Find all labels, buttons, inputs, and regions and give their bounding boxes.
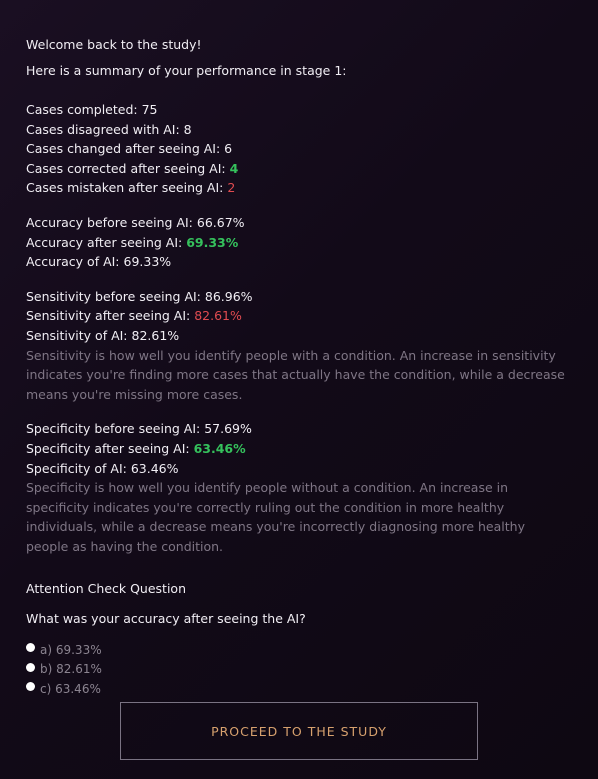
- sensitivity-ai: [26, 326, 568, 346]
- cases-group: [26, 100, 568, 198]
- cases-disagreed-label: Cases disagreed with AI:: [26, 121, 184, 137]
- answer-option-label: a) 69.33%: [40, 642, 102, 657]
- accuracy-ai: [26, 252, 568, 272]
- sensitivity-before: [26, 287, 568, 307]
- cases-changed: [26, 139, 568, 159]
- proceed-to-study-button[interactable]: PROCEED TO THE STUDY: [120, 702, 478, 760]
- performance-stats: [26, 100, 568, 571]
- answer-option-label: c) 63.46%: [40, 681, 101, 696]
- cases-completed-value: 75: [141, 102, 158, 117]
- accuracy-after-label: Accuracy after seeing AI:: [26, 234, 187, 250]
- accuracy-ai-value: 69.33%: [123, 254, 172, 270]
- radio-button-b[interactable]: [26, 663, 35, 672]
- attention-check-question: What was your accuracy after seeing the AI?: [26, 611, 306, 626]
- cases-completed-label: Cases completed:: [26, 102, 142, 117]
- sensitivity-before-value: 86.96%: [204, 288, 253, 304]
- specificity-after-value: 63.46%: [193, 440, 246, 456]
- sensitivity-ai-label: Sensitivity of AI:: [26, 327, 132, 343]
- answer-option-label: b) 82.61%: [40, 662, 102, 677]
- sensitivity-group: [26, 287, 568, 405]
- cases-disagreed: [26, 120, 568, 140]
- summary-intro: Here is a summary of your performance in stage 1:: [26, 63, 347, 78]
- specificity-ai-value: 63.46%: [130, 460, 179, 476]
- accuracy-after: [26, 233, 568, 253]
- specificity-after: [26, 439, 568, 459]
- accuracy-before-value: 66.67%: [196, 214, 245, 230]
- accuracy-ai-label: Accuracy of AI:: [26, 254, 124, 270]
- radio-button-c[interactable]: [26, 682, 35, 691]
- sensitivity-before-label: Sensitivity before seeing AI:: [26, 288, 205, 304]
- accuracy-before-label: Accuracy before seeing AI:: [26, 214, 197, 230]
- cases-changed-label: Cases changed after seeing AI:: [26, 141, 225, 157]
- specificity-ai-label: Specificity of AI:: [26, 460, 131, 476]
- cases-mistaken: [26, 178, 568, 198]
- accuracy-after-value: 69.33%: [186, 234, 239, 250]
- cases-corrected-value: 4: [229, 160, 239, 176]
- answer-option-a[interactable]: [26, 640, 102, 660]
- specificity-ai: [26, 459, 568, 479]
- specificity-after-label: Specificity after seeing AI:: [26, 440, 194, 456]
- specificity-before-value: 57.69%: [204, 421, 252, 437]
- cases-corrected: [26, 159, 568, 179]
- cases-mistaken-label: Cases mistaken after seeing AI:: [26, 180, 228, 196]
- welcome-heading: Welcome back to the study!: [26, 37, 202, 52]
- cases-mistaken-value: 2: [227, 180, 236, 196]
- sensitivity-ai-value: 82.61%: [131, 327, 180, 343]
- accuracy-before: [26, 213, 568, 233]
- specificity-before: [26, 419, 568, 439]
- sensitivity-after-value: 82.61%: [194, 308, 242, 324]
- radio-button-a[interactable]: [26, 643, 35, 652]
- answer-options: [26, 640, 102, 699]
- answer-option-c[interactable]: [26, 679, 102, 699]
- cases-completed: [26, 100, 568, 120]
- specificity-group: [26, 419, 568, 556]
- cases-changed-value: 6: [224, 141, 233, 157]
- sensitivity-after: [26, 306, 568, 326]
- cases-disagreed-value: 8: [183, 121, 192, 137]
- sensitivity-description: Sensitivity is how well you identify people with a condition. An increase in sensitivity indicates you're finding more cases that actually have the condition, while a decrease means you're missing more cases.: [26, 347, 565, 402]
- answer-option-b[interactable]: [26, 660, 102, 680]
- attention-check-title: Attention Check Question: [26, 581, 186, 596]
- specificity-before-label: Specificity before seeing AI:: [26, 421, 205, 437]
- accuracy-group: [26, 213, 568, 272]
- cases-corrected-label: Cases corrected after seeing AI:: [26, 160, 230, 176]
- specificity-description: Specificity is how well you identify people without a condition. An increase in specificity indicates you're correctly ruling out the condition in more healthy individuals, while a decrease means you're incorrectly diagnosing more healthy people as having the condition.: [26, 480, 525, 554]
- sensitivity-after-label: Sensitivity after seeing AI:: [26, 308, 195, 324]
